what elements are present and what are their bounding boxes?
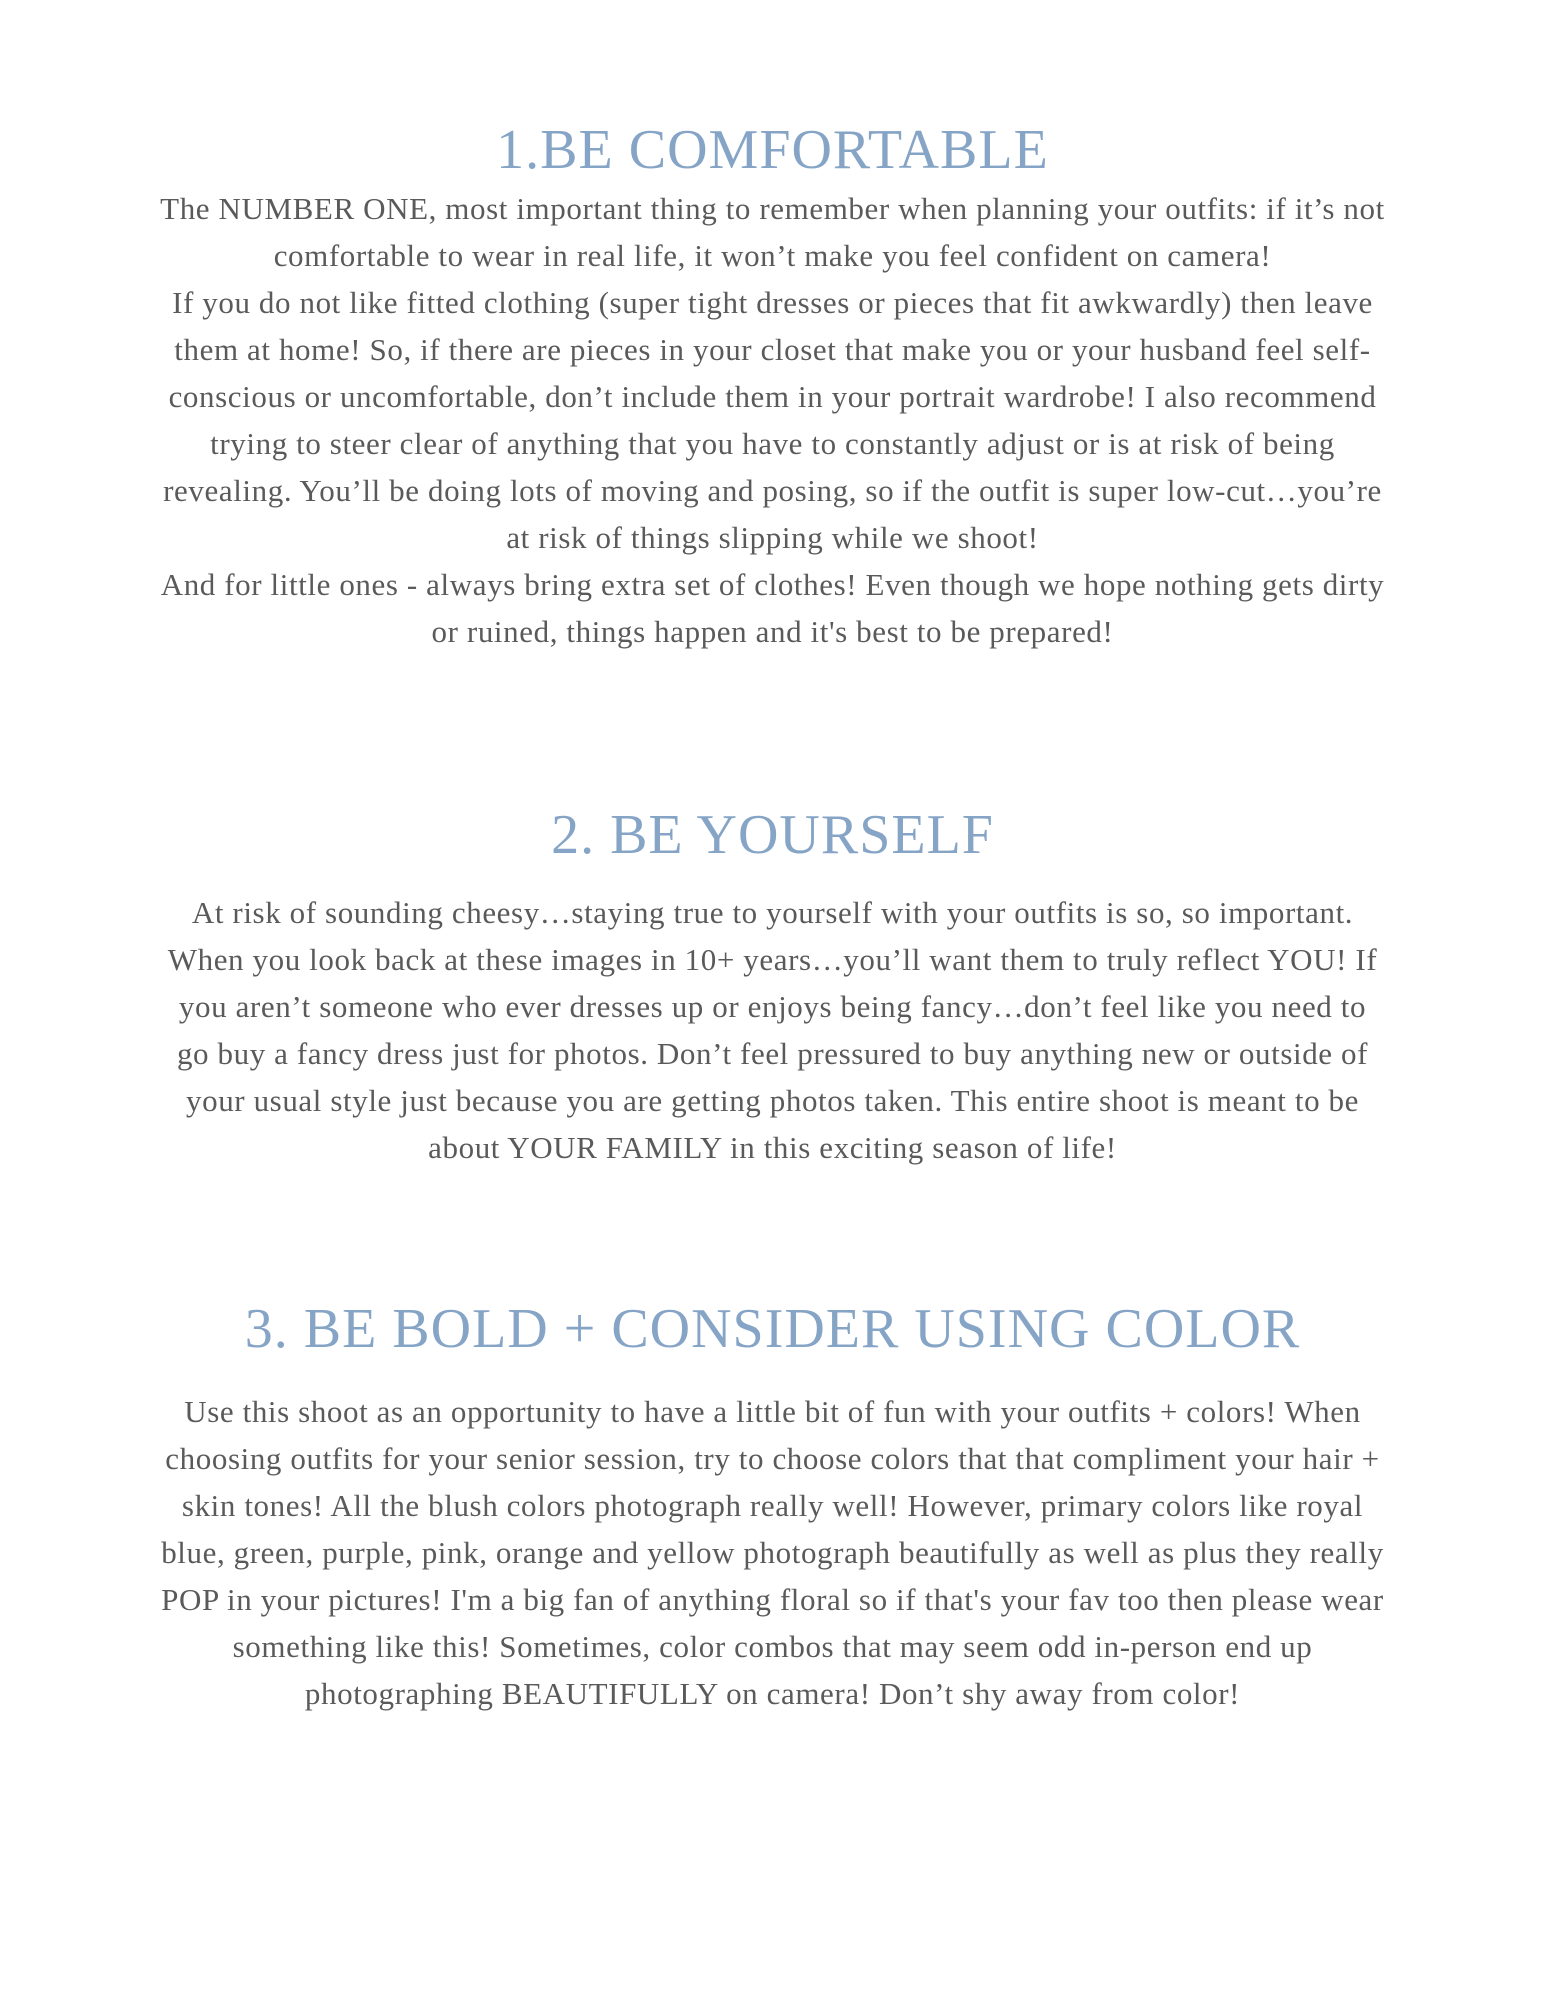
section-heading: 3. BE BOLD + CONSIDER USING COLOR [244, 1298, 1301, 1360]
paragraph: The NUMBER ONE, most important thing to remember when planning your outfits: if it’s not comfortable to wear in real life, it won’t make you feel confident on camera! [160, 191, 1385, 273]
paragraph: Use this shoot as an opportunity to have a little bit of fun with your outfits + colors! When choosing outfits for your senior session, try to choose colors that that compliment your hair + skin tones! All the blush colors photograph really well! However, primary colors like royal blue, green, purple, pink, orange and yellow photograph beautifully as well as plus they really POP in your pictures! I'm a big fan of anything floral so if that's your fav too then please wear something like this! Sometimes, color combos that may seem odd in-person end up photographing BEAUTIFULLY on camera! Don’t shy away from color! [161, 1394, 1384, 1711]
section-heading: 1.BE COMFORTABLE [496, 119, 1049, 181]
section-be-yourself [160, 802, 1385, 1171]
section-body [160, 185, 1385, 655]
section-body [160, 1388, 1385, 1717]
section-be-bold [160, 1296, 1385, 1717]
paragraph: And for little ones - always bring extra set of clothes! Even though we hope nothing gets dirty or ruined, things happen and it's best to be prepared! [160, 567, 1385, 649]
paragraph: If you do not like fitted clothing (super tight dresses or pieces that fit awkwardly) then leave them at home! So, if there are pieces in your closet that make you or your husband feel self- conscious or uncomfortable, don’t include them in your portrait wardrobe! I also recommend trying to steer clear of anything that you have to constantly adjust or is at risk of being revealing. You’ll be doing lots of moving and posing, so if the outfit is super low-cut…you’re at risk of things slipping while we shoot! [163, 285, 1382, 555]
section-body [160, 889, 1385, 1171]
paragraph: At risk of sounding cheesy…staying true to yourself with your outfits is so, so important. When you look back at these images in 10+ years…you’ll want them to truly reflect YOU! If you aren’t someone who ever dresses up or enjoys being fancy…don’t feel like you need to go buy a fancy dress just for photos. Don’t feel pressured to buy anything new or outside of your usual style just because you are getting photos taken. This entire shoot is meant to be about YOUR FAMILY in this exciting season of life! [167, 895, 1378, 1165]
section-be-comfortable [160, 117, 1385, 655]
section-heading: 2. BE YOURSELF [551, 804, 994, 866]
